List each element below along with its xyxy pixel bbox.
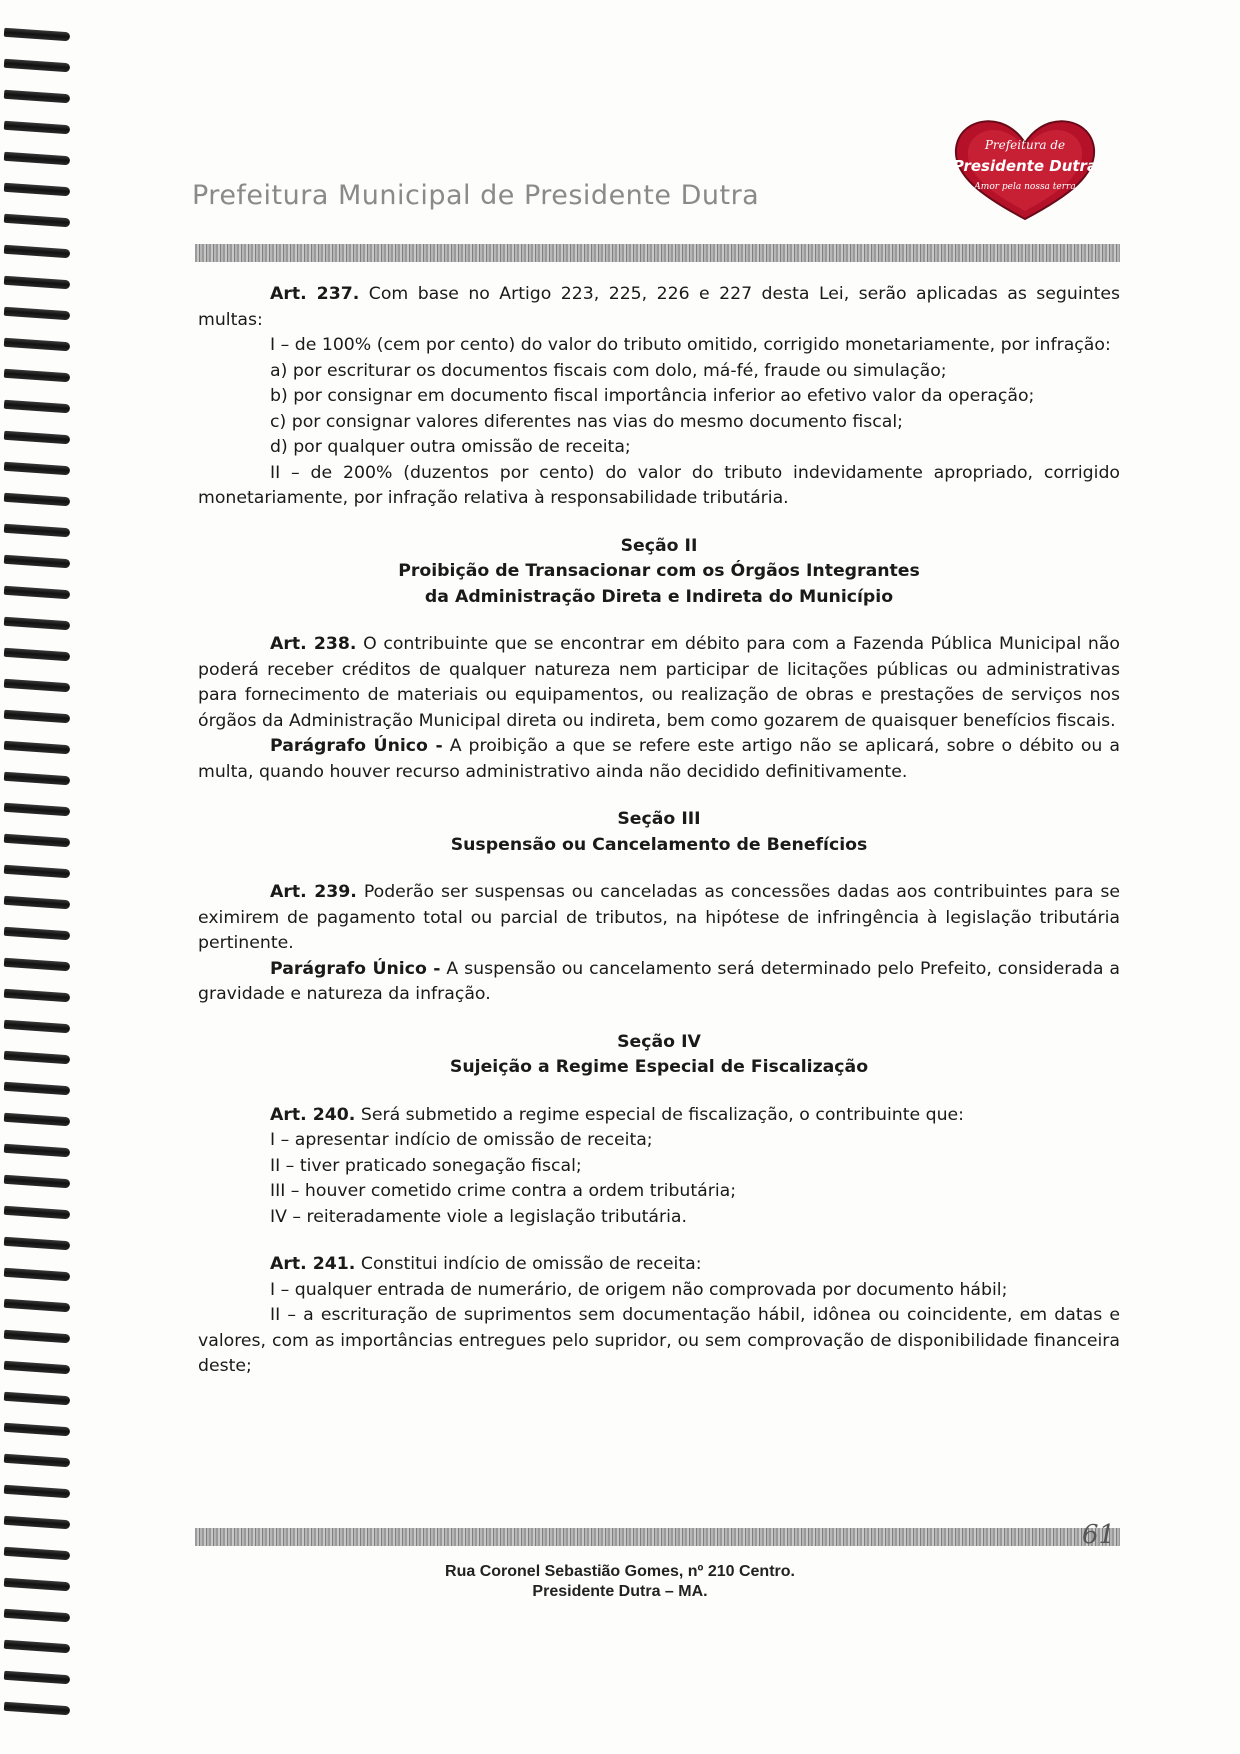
secao-3-label: Seção III xyxy=(617,809,701,829)
binding-coil xyxy=(4,245,70,259)
binding-coil xyxy=(4,152,70,166)
art-237-label: Art. 237. xyxy=(270,284,360,304)
binding-coil xyxy=(4,648,70,662)
binding-coil xyxy=(4,1268,70,1282)
secao-4-title: Sujeição a Regime Especial de Fiscalização xyxy=(449,1057,869,1077)
binding-coil xyxy=(4,1392,70,1406)
art-238-paragrafo-label: Parágrafo Único - xyxy=(270,736,443,756)
art-240-item-iv: IV – reiteradamente viole a legislação tributária. xyxy=(270,1206,688,1227)
binding-coil xyxy=(4,1485,70,1499)
binding-coil xyxy=(4,276,70,290)
binding-coil xyxy=(4,1206,70,1220)
header-divider-band xyxy=(195,244,1120,262)
art-237-paragraph xyxy=(198,282,1120,333)
footer-address: Rua Coronel Sebastião Gomes, nº 210 Centro. xyxy=(445,1563,795,1580)
binding-coil xyxy=(4,400,70,414)
secao-4-label: Seção IV xyxy=(617,1031,701,1052)
art-239-text: Poderão ser suspensas ou canceladas as concessões dadas aos contribuintes para se eximirem de pagamento total ou parcial de tributos, na hipótese de infringência à legislação tributária pertinente. xyxy=(198,882,1120,953)
binding-coil xyxy=(4,1423,70,1437)
binding-coil xyxy=(4,679,70,693)
logo-text-main: Presidente Dutra xyxy=(952,157,1098,175)
binding-coil xyxy=(4,1082,70,1096)
binding-coil xyxy=(4,338,70,352)
logo-text-top: Prefeitura de xyxy=(984,138,1066,152)
binding-coil xyxy=(4,1640,70,1654)
binding-coil xyxy=(4,958,70,972)
binding-coil xyxy=(4,834,70,848)
binding-coil xyxy=(4,586,70,600)
binding-coil xyxy=(4,989,70,1003)
art-237-item-c: c) por consignar valores diferentes nas vias do mesmo documento fiscal; xyxy=(270,411,903,432)
art-239-paragrafo-text: A suspensão ou cancelamento será determinado pelo Prefeito, considerada a gravidade e natureza da infração. xyxy=(198,958,1121,1004)
binding-coil xyxy=(4,524,70,538)
art-241-text: Constitui indício de omissão de receita: xyxy=(360,1254,702,1274)
art-239-label: Art. 239. xyxy=(270,882,357,902)
art-237-item-d: d) por qualquer outra omissão de receita; xyxy=(270,437,631,457)
art-239-paragrafo-label: Parágrafo Único - xyxy=(270,958,441,979)
page-number: 61 xyxy=(1082,1520,1116,1550)
binding-coil xyxy=(4,1144,70,1158)
binding-coil xyxy=(4,493,70,507)
prefeitura-logo xyxy=(950,115,1100,223)
binding-coil xyxy=(4,59,70,73)
secao-2-label: Seção II xyxy=(620,535,698,556)
binding-coil xyxy=(4,121,70,135)
footer-city: Presidente Dutra – MA. xyxy=(532,1583,708,1600)
art-240-label: Art. 240. xyxy=(270,1104,356,1125)
binding-coil xyxy=(4,1454,70,1468)
binding-coil xyxy=(4,927,70,941)
binding-coil xyxy=(4,1299,70,1313)
binding-coil xyxy=(4,555,70,569)
binding-coil xyxy=(4,90,70,104)
binding-coil xyxy=(4,1237,70,1251)
binding-coil xyxy=(4,369,70,383)
binding-coil xyxy=(4,772,70,786)
secao-3-title: Suspensão ou Cancelamento de Benefícios xyxy=(450,834,868,855)
art-237-text: Com base no Artigo 223, 225, 226 e 227 desta Lei, serão aplicadas as seguintes multas: xyxy=(198,284,1120,330)
art-241-paragraph xyxy=(198,1252,1120,1278)
binding-coil xyxy=(4,28,70,42)
binding-coil xyxy=(4,1113,70,1127)
binding-coil xyxy=(4,741,70,755)
binding-coil xyxy=(4,1671,70,1685)
art-237-item-b: b) por consignar em documento fiscal importância inferior ao efetivo valor da operação; xyxy=(270,386,1035,406)
art-238-text: O contribuinte que se encontrar em débito para com a Fazenda Pública Municipal não poderá receber créditos de qualquer natureza nem participar de licitações públicas ou administrativas para fornecimento de materiais ou equipamentos, ou realização de obras e prestações de serviços nos órgãos da Administração Municipal direta ou indireta, bem como gozarem de quaisquer benefícios fiscais. xyxy=(198,634,1120,731)
binding-coil xyxy=(4,462,70,476)
spiral-binding xyxy=(0,30,80,1730)
art-237-item-i: I – de 100% (cem por cento) do valor do tributo omitido, corrigido monetariamente, por infração: xyxy=(270,335,1111,355)
art-241-label: Art. 241. xyxy=(270,1254,356,1274)
page-footer xyxy=(0,1562,1240,1602)
art-239-paragrafo-unico xyxy=(198,957,1120,1008)
header-title: Prefeitura Municipal de Presidente Dutra xyxy=(192,180,760,211)
art-238-label: Art. 238. xyxy=(270,634,357,654)
binding-coil xyxy=(4,1051,70,1065)
document-body xyxy=(198,282,1120,1380)
binding-coil xyxy=(4,710,70,724)
secao-2-title-line2: da Administração Direta e Indireta do Município xyxy=(424,586,894,607)
binding-coil xyxy=(4,617,70,631)
binding-coil xyxy=(4,1609,70,1623)
art-240-text: Será submetido a regime especial de fiscalização, o contribuinte que: xyxy=(360,1104,964,1125)
binding-coil xyxy=(4,865,70,879)
art-240-item-i: I – apresentar indício de omissão de receita; xyxy=(270,1130,653,1150)
art-241-item-i: I – qualquer entrada de numerário, de origem não comprovada por documento hábil; xyxy=(270,1279,1008,1300)
art-239-paragraph xyxy=(198,880,1120,957)
binding-coil xyxy=(4,1175,70,1189)
binding-coil xyxy=(4,896,70,910)
binding-coil xyxy=(4,1020,70,1034)
art-237-item-ii: II – de 200% (duzentos por cento) do valor do tributo indevidamente apropriado, corrigido monetariamente, por infração relativa à responsabilidade tributária. xyxy=(198,462,1120,508)
binding-coil xyxy=(4,1547,70,1561)
binding-coil xyxy=(4,214,70,228)
binding-coil xyxy=(4,1702,70,1716)
secao-2-title-line1: Proibição de Transacionar com os Órgãos Integrantes xyxy=(398,561,920,581)
binding-coil xyxy=(4,1330,70,1344)
art-240-item-iii: III – houver cometido crime contra a ordem tributária; xyxy=(270,1181,737,1201)
art-240-item-ii: II – tiver praticado sonegação fiscal; xyxy=(270,1155,582,1176)
art-237-item-a: a) por escriturar os documentos fiscais com dolo, má-fé, fraude ou simulação; xyxy=(270,360,947,381)
binding-coil xyxy=(4,307,70,321)
art-238-paragrafo-text: A proibição a que se refere este artigo não se aplicará, sobre o débito ou a multa, quando houver recurso administrativo ainda não decidido definitivamente. xyxy=(198,736,1121,782)
art-240-paragraph xyxy=(198,1103,1120,1129)
binding-coil xyxy=(4,1361,70,1375)
binding-coil xyxy=(4,431,70,445)
art-238-paragraph xyxy=(198,632,1120,734)
art-238-paragrafo-unico xyxy=(198,734,1120,785)
binding-coil xyxy=(4,803,70,817)
binding-coil xyxy=(4,1516,70,1530)
logo-text-bottom: Amor pela nossa terra xyxy=(974,182,1076,192)
art-241-item-ii: II – a escrituração de suprimentos sem documentação hábil, idônea ou coincidente, em datas e valores, com as importâncias entregues pelo supridor, ou sem comprovação de disponibilidade financeira deste; xyxy=(198,1305,1120,1376)
footer-divider-band xyxy=(195,1528,1120,1546)
binding-coil xyxy=(4,183,70,197)
